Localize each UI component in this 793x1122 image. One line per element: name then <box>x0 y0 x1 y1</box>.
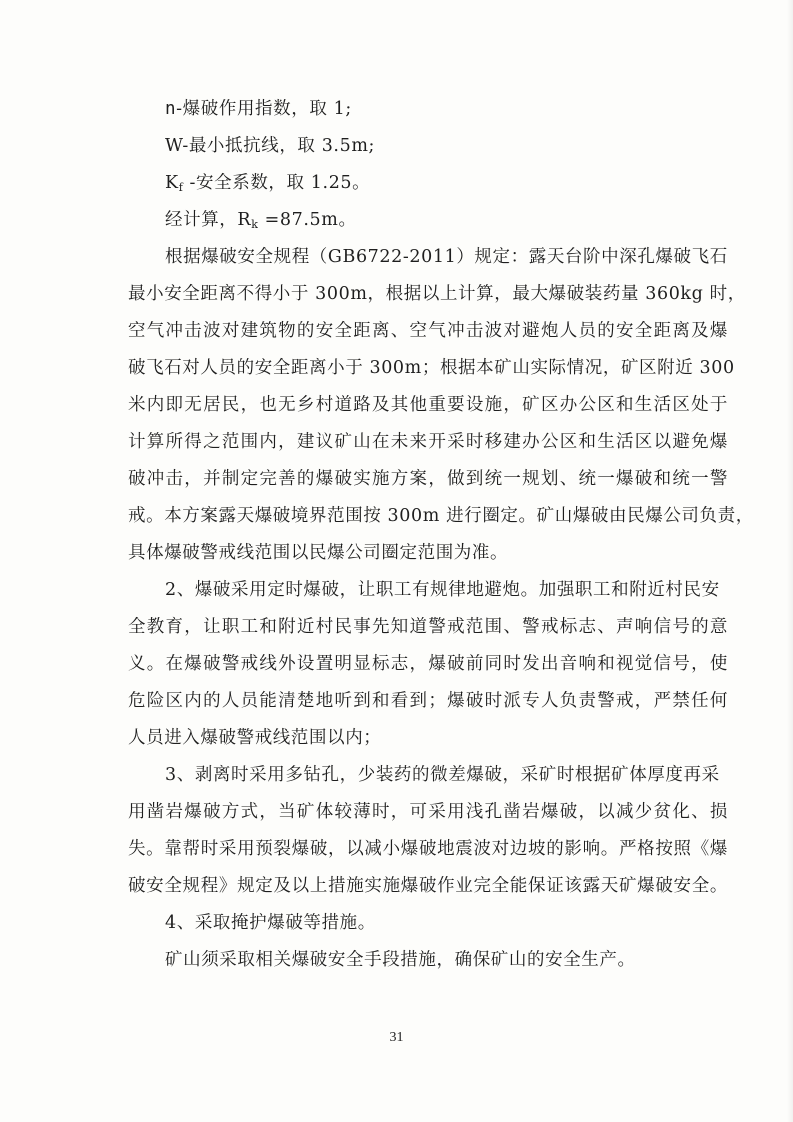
paragraph-1-line: 最小安全距离不得小于 300m，根据以上计算，最大爆破装药量 360kg 时， <box>128 284 746 304</box>
paragraph-3-line: 用凿岩爆破方式，当矿体较薄时，可采用浅孔凿岩爆破，以减少贫化、损 <box>128 802 728 822</box>
paragraph-2-line: 全教育，让职工和附近村民事先知道警戒范围、警戒标志、声响信号的意 <box>128 617 728 637</box>
paragraph-2-line: 2、爆破采用定时爆破，让职工有规律地避炮。加强职工和附近村民安 <box>165 580 720 600</box>
note-k-subscript: f <box>178 181 184 194</box>
paragraph-1-line: 根据爆破安全规程（GB6722-2011）规定：露天台阶中深孔爆破飞石 <box>165 247 728 267</box>
note-k-text: -安全系数，取 1.25。 <box>183 173 371 193</box>
calc-result-subscript: k <box>251 218 259 231</box>
page-number: 31 <box>389 1030 404 1045</box>
note-k <box>165 171 370 200</box>
paragraph-2-line: 危险区内的人员能清楚地听到和看到；爆破时派专人负责警戒，严禁任何 <box>128 691 728 711</box>
calc-result-prefix: 经计算，R <box>165 210 252 230</box>
paragraph-3-line: 失。靠帮时采用预裂爆破，以减小爆破地震波对边坡的影响。严格按照《爆 <box>128 839 728 859</box>
calc-result-value: =87.5m。 <box>258 210 357 230</box>
note-n-text: -爆破作用指数，取 1; <box>176 99 352 119</box>
scan-edge-shadow <box>787 0 793 1122</box>
paragraph-1-line: 破冲击，并制定完善的爆破实施方案，做到统一规划、统一爆破和统一警 <box>128 469 728 489</box>
paragraph-1-line: 具体爆破警戒线范围以民爆公司圈定范围为准。 <box>128 543 509 563</box>
note-n <box>165 97 352 121</box>
paragraph-1-line: 戒。本方案露天爆破境界范围按 300m 进行圈定。矿山爆破由民爆公司负责， <box>128 506 754 526</box>
paragraph-3-line: 破安全规程》规定及以上措施实施爆破作业完全能保证该露天矿爆破安全。 <box>128 876 728 896</box>
calc-result <box>165 208 357 237</box>
paragraph-1-line: 米内即无居民，也无乡村道路及其他重要设施，矿区办公区和生活区处于 <box>128 395 728 415</box>
note-k-symbol: K <box>165 173 179 193</box>
paragraph-3-line: 3、剥离时采用多钻孔，少装药的微差爆破，采矿时根据矿体厚度再采 <box>165 765 720 785</box>
paragraph-2-line: 义。在爆破警戒线外设置明显标志，爆破前同时发出音响和视觉信号，使 <box>128 654 728 674</box>
paragraph-1-line: 计算所得之范围内，建议矿山在未来开采时移建办公区和生活区以避免爆 <box>128 432 728 452</box>
paragraph-4: 4、采取掩护爆破等措施。 <box>165 913 376 933</box>
paragraph-1-line: 空气冲击波对建筑物的安全距离、空气冲击波对避炮人员的安全距离及爆 <box>128 321 728 341</box>
paragraph-5: 矿山须采取相关爆破安全手段措施，确保矿山的安全生产。 <box>165 950 636 970</box>
note-w: W-最小抵抗线，取 3.5m; <box>165 136 376 156</box>
paragraph-1-line: 破飞石对人员的安全距离小于 300m；根据本矿山实际情况，矿区附近 300 <box>128 358 735 378</box>
paragraph-2-line: 人员进入爆破警戒线范围以内； <box>128 728 382 748</box>
note-n-symbol: n <box>165 99 177 119</box>
